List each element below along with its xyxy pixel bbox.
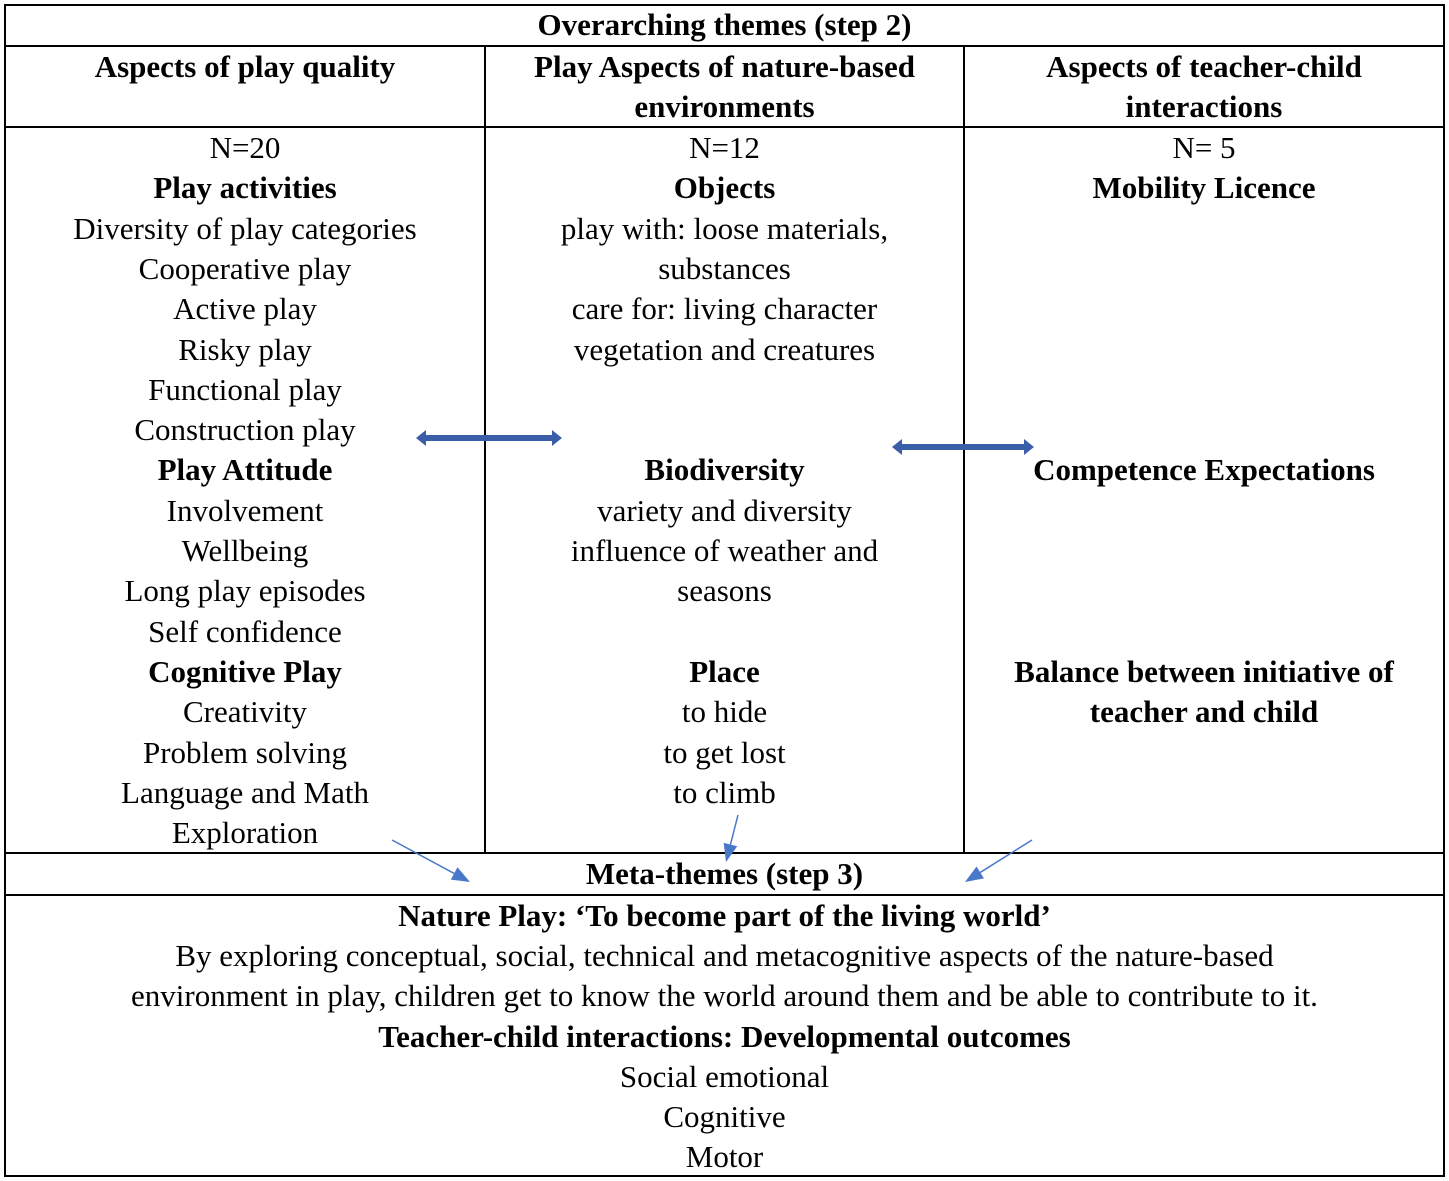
category-heading: Play activities bbox=[153, 170, 337, 206]
meta-heading: Teacher-child interactions: Developmental outcomes bbox=[378, 1018, 1071, 1054]
meta-text: Cognitive bbox=[663, 1099, 786, 1134]
column-header-text: interactions bbox=[1125, 89, 1283, 124]
list-item: to get lost bbox=[663, 734, 786, 770]
list-item: N=20 bbox=[209, 130, 281, 165]
category-heading: Biodiversity bbox=[644, 452, 805, 488]
list-item: play with: loose materials, bbox=[560, 210, 889, 246]
meta-text: environment in play, children get to know the world around them and be able to contribute to it. bbox=[131, 978, 1318, 1014]
meta-text: Social emotional bbox=[619, 1058, 830, 1094]
list-item: Cooperative play bbox=[138, 250, 352, 286]
arrow-icon bbox=[724, 815, 738, 862]
list-item: N=12 bbox=[689, 130, 760, 165]
list-item: variety and diversity bbox=[597, 492, 852, 528]
category-heading: Competence Expectations bbox=[1033, 452, 1375, 488]
column-header-text: environments bbox=[634, 89, 815, 124]
category-heading: Balance between initiative of bbox=[1014, 653, 1394, 689]
category-heading: Play Attitude bbox=[157, 452, 333, 488]
list-item: Language and Math bbox=[121, 774, 369, 810]
column-header-text: Aspects of teacher-child bbox=[1046, 49, 1362, 84]
category-heading: Cognitive Play bbox=[148, 653, 342, 689]
list-item: vegetation and creatures bbox=[573, 331, 876, 367]
meta-heading: Nature Play: ‘To become part of the living world’ bbox=[398, 898, 1051, 933]
arrow-icon bbox=[965, 840, 1032, 882]
title-text: Overarching themes (step 2) bbox=[537, 7, 912, 42]
list-item: Functional play bbox=[148, 371, 342, 407]
list-item: Construction play bbox=[134, 412, 356, 448]
list-item: to climb bbox=[673, 774, 776, 810]
meta-text: Motor bbox=[685, 1139, 764, 1175]
list-item: Diversity of play categories bbox=[73, 210, 417, 246]
column-header-text: Play Aspects of nature-based bbox=[534, 49, 915, 84]
list-item: N= 5 bbox=[1172, 130, 1236, 165]
list-item: Wellbeing bbox=[181, 533, 309, 568]
list-item: Self confidence bbox=[148, 613, 342, 649]
column-header-text: Aspects of play quality bbox=[94, 49, 396, 84]
arrow-icon bbox=[392, 840, 470, 882]
list-item: influence of weather and bbox=[570, 533, 879, 568]
list-item: seasons bbox=[677, 573, 772, 609]
list-item: to hide bbox=[681, 694, 768, 730]
list-item: Creativity bbox=[183, 694, 307, 730]
double-arrow-icon bbox=[416, 430, 562, 446]
list-item: Active play bbox=[173, 291, 317, 327]
list-item: Long play episodes bbox=[124, 573, 366, 609]
category-heading: Objects bbox=[673, 170, 776, 206]
list-item: Exploration bbox=[171, 815, 319, 851]
double-arrow-icon bbox=[892, 439, 1034, 455]
category-heading: Mobility Licence bbox=[1092, 170, 1316, 206]
list-item: substances bbox=[658, 250, 791, 286]
meta-text: By exploring conceptual, social, technical and metacognitive aspects of the nature-based bbox=[175, 938, 1274, 974]
list-item: Risky play bbox=[178, 331, 312, 367]
list-item: Involvement bbox=[166, 492, 324, 528]
list-item: Problem solving bbox=[142, 734, 348, 770]
list-item: care for: living character bbox=[571, 291, 878, 327]
category-heading: Place bbox=[689, 653, 760, 689]
category-heading: teacher and child bbox=[1089, 694, 1319, 730]
meta-title-text: Meta-themes (step 3) bbox=[585, 856, 864, 891]
